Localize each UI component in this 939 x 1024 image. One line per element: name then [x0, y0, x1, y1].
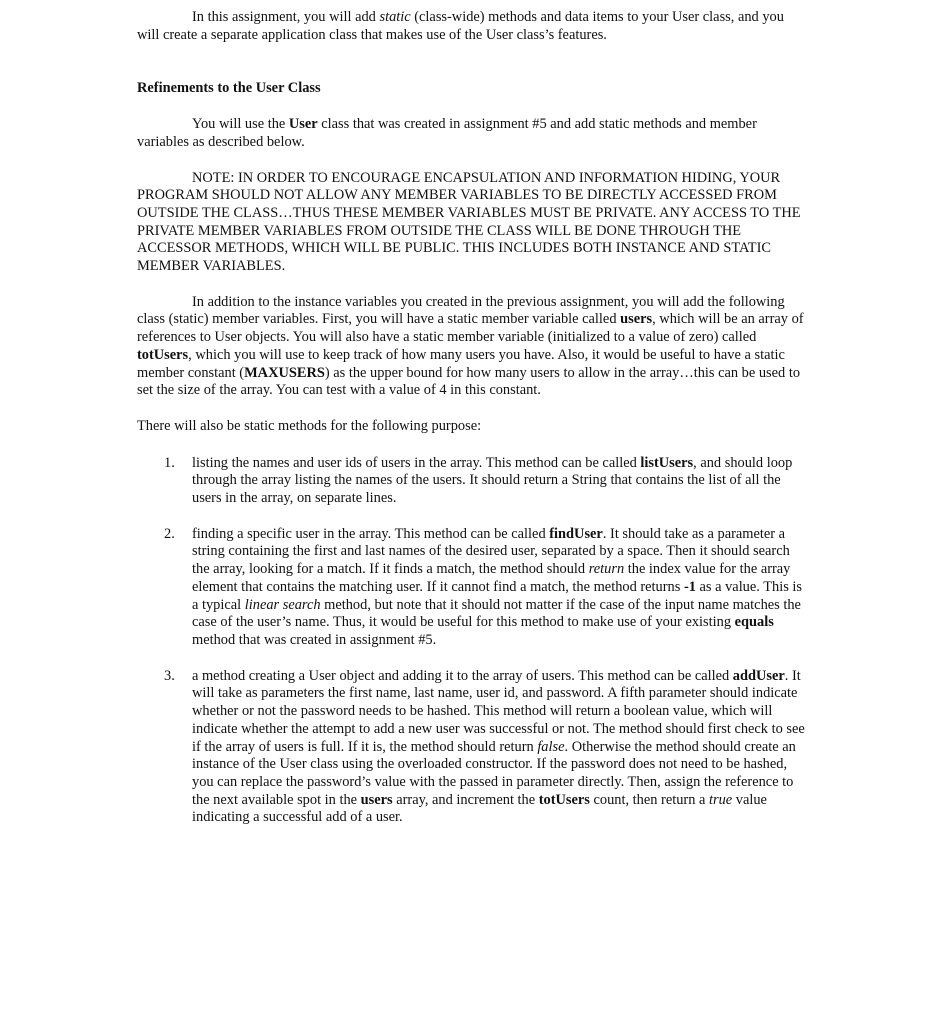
list-number: 1. [164, 454, 175, 471]
list-number: 2. [164, 525, 175, 542]
document-page [137, 9, 805, 845]
list-item: 3. a method creating a User object and adding it to the array of users. This method can be called addUser. It will take as parameters the first name, last name, user id, and password. A fifth parameter should indicate whether or not the password needs to be hashed. This method will return a boolean value, which will indicate whether the attempt to add a new user was successful or not. The method should first check to see if the array of users is full. If it is, the method should return false. Otherwise the method should create an instance of the User class using the overloaded constructor. If the password does not need to be hashed, you can replace the password’s value with the passed in parameter directly. Then, assign the reference to the next available spot in the users array, and increment the totUsers count, then return a true value indicating a successful add of a user. [164, 667, 805, 826]
static-methods-intro: There will also be static methods for the following purpose: [137, 417, 482, 434]
list-number: 3. [164, 667, 175, 684]
addition-paragraph: In addition to the instance variables you created in the previous assignment, you will add the following class (static) member variables. First, you will have a static member variable called users, which will be an array of references to User objects. You will also have a static member variable (initialized to a value of zero) called totUsers, which you will use to keep track of how many users you have. Also, it would be useful to have a static member constant (MAXUSERS) as the upper bound for how many users to allow in the array…this can be used to set the size of the array. You can test with a value of 4 in this constant. [137, 293, 804, 399]
section-heading: Refinements to the User Class [137, 80, 321, 97]
static-methods-list [137, 455, 805, 827]
intro-paragraph: In this assignment, you will add static (class-wide) methods and data items to your User class, and you will create a separate application class that makes use of the User class’s features. [137, 9, 784, 43]
user-class-paragraph: You will use the User class that was created in assignment #5 and add static methods and member variables as described below. [137, 116, 757, 150]
list-item: 2. finding a specific user in the array. This method can be called findUser. It should take as a parameter a string containing the first and last names of the desired user, separated by a space. Then it should search the array, looking for a match. If it finds a match, the method should return the index value for the array element that contains the matching user. If it cannot find a match, the method returns -1 as a value. This is a typical linear search method, but note that it should not matter if the case of the input name matches the case of the user’s name. Thus, it would be useful for this method to make use of your existing equals method that was created in assignment #5. [164, 525, 802, 648]
list-item: 1. listing the names and user ids of users in the array. This method can be called listUsers, and should loop through the array listing the names of the users. It should return a String that contains the list of all the users in the array, on separate lines. [164, 454, 793, 507]
note-paragraph: NOTE: IN ORDER TO ENCOURAGE ENCAPSULATION AND INFORMATION HIDING, YOUR PROGRAM SHOULD NOT ALLOW ANY MEMBER VARIABLES TO BE DIRECTLY ACCESSED FROM OUTSIDE THE CLASS…THUS THESE MEMBER VARIABLES MUST BE PRIVATE. ANY ACCESS TO THE PRIVATE MEMBER VARIABLES FROM OUTSIDE THE CLASS WILL BE DONE THROUGH THE ACCESSOR METHODS, WHICH WILL BE PUBLIC. THIS INCLUDES BOTH INSTANCE AND STATIC MEMBER VARIABLES. [137, 169, 801, 275]
static-emphasis: static [379, 9, 411, 25]
